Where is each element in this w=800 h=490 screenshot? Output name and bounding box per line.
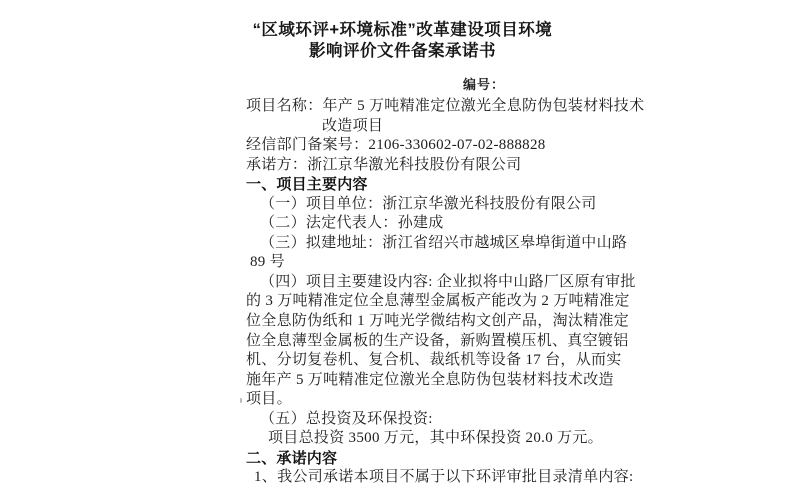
section1-item5: （五）总投资及环保投资: [260,410,433,427]
section1-item3-line1: （三）拟建地址：浙江省绍兴市越城区皋埠街道中山路 [260,234,628,251]
section2-commitment1: 1、我公司承诺本项目不属于以下环评审批目录清单内容: [254,469,634,486]
field-project-name-line2: 改造项目 [322,117,384,134]
field-project-name-line1: 项目名称：年产 5 万吨精准定位激光全息防伪包装材料技术 [246,98,645,114]
field-promisor: 承诺方：浙江京华激光科技股份有限公司 [246,156,522,173]
investment-amounts: 项目总投资 3500 万元，其中环保投资 20.0 万元。 [268,430,603,447]
document-title-line2: 影响评价文件备案承诺书 [309,42,496,60]
document-number-label: 编号： [463,77,506,92]
section1-item4-line6: 施年产 5 万吨精准定位激光全息防伪包装材料技术改造 [246,371,614,388]
field-filing-number: 经信部门备案号：2106-330602-07-02-888828 [246,137,546,154]
section2-heading: 二、承诺内容 [246,449,338,467]
document-title-line1: “区域环评+环境标准”改革建设项目环境 [252,21,553,39]
section1-item4-line3: 位全息防伪纸和 1 万吨光学微结构文创产品，淘汰精准定 [246,313,630,330]
document-title [235,20,570,62]
section1-heading: 一、项目主要内容 [246,176,368,194]
scan-noise-speck [240,398,242,403]
section1-item4-line2: 的 3 万吨精准定位全息薄型金属板产能改为 2 万吨精准定 [246,293,630,310]
section1-item3-line2: 89 号 [250,254,285,271]
section1-item4-line4: 位全息薄型金属板的生产设备，新购置模压机、真空镀铝 [246,332,629,349]
section1-item1: （一）项目单位：浙江京华激光科技股份有限公司 [260,195,597,212]
section1-item4-line7: 项目。 [246,391,292,408]
section1-item4-line1: （四）项目主要建设内容: 企业拟将中山路厂区原有审批 [260,273,636,290]
section1-item2: （二）法定代表人：孙建成 [260,215,444,232]
section1-item4-line5: 机、分切复卷机、复合机、裁纸机等设备 17 台，从而实 [246,352,622,369]
document-body [246,97,661,488]
